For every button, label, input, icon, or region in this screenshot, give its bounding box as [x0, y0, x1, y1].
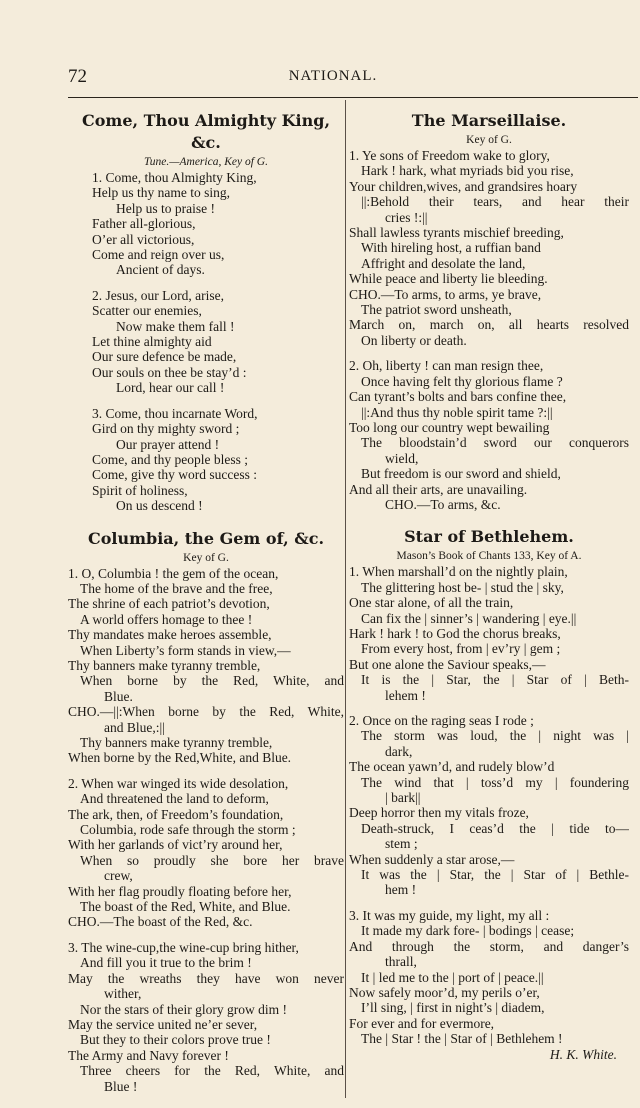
- verse-line: The glittering host be- | stud the | sky,: [361, 579, 564, 595]
- verse-line: Lord, hear our call !: [116, 380, 225, 396]
- stanza-gap: [349, 348, 629, 358]
- verse-line: And all their arts, are unavailing.: [349, 481, 528, 497]
- verse-line: 3. It was my guide, my light, my all :: [349, 907, 550, 923]
- verse-line: Thy banners make tyranny tremble,: [80, 735, 273, 750]
- verse-line: Affright and desolate the land,: [361, 255, 526, 271]
- verse-line: The wind that | toss’d my | foundering: [361, 774, 629, 790]
- verse-line: Thy mandates make heroes assemble,: [68, 627, 272, 643]
- verse-line: Father all-glorious,: [92, 216, 196, 232]
- verse-line: Once having felt thy glorious flame ?: [361, 373, 563, 389]
- verse-line: Columbia, rode safe through the storm ;: [80, 822, 296, 838]
- verse-line: | bark||: [385, 790, 421, 806]
- verse-line: Can fix the | sinner’s | wandering | eye.||: [361, 610, 577, 626]
- verse-line: Let thine almighty aid: [92, 334, 212, 350]
- verse-line: It was the | Star, the | Star of | Bethle-: [361, 867, 629, 883]
- song-title: Come, Thou Almighty King, &c.: [81, 111, 331, 152]
- verse-line: Help us thy name to sing,: [92, 185, 230, 201]
- verse-line: Now make them fall !: [116, 318, 235, 334]
- left-column: [68, 108, 344, 1094]
- verse-line: From every host, from | ev’ry | gem ;: [361, 641, 561, 657]
- verse-line: May the service united ne’er sever,: [68, 1016, 258, 1032]
- stanza-gap: [68, 766, 344, 776]
- page-number: 72: [68, 66, 87, 87]
- verse-line: ||:Behold their tears, and hear their: [361, 194, 629, 210]
- verse-line: The bloodstain’d sword our conquerors: [361, 435, 629, 451]
- song-tune: Key of G.: [466, 134, 512, 146]
- verse-line: When suddenly a star arose,—: [349, 851, 515, 867]
- verse-line: Our souls on thee be stay’d :: [92, 364, 247, 380]
- running-head: NATIONAL.: [288, 68, 378, 84]
- verse-line: Hark ! hark ! to God the chorus breaks,: [349, 625, 561, 641]
- verse-line: 2. Once on the raging seas I rode ;: [349, 713, 534, 728]
- verse-line: When so proudly she bore her brave: [80, 852, 344, 868]
- verse-line: And threatened the land to deform,: [80, 791, 269, 807]
- verse-line: Thy banners make tyranny tremble,: [68, 657, 261, 673]
- verse-line: wither,: [104, 986, 142, 1002]
- song-lines: [349, 148, 629, 512]
- song-tune: Key of G.: [183, 551, 229, 564]
- verse-line: hem !: [385, 882, 417, 898]
- verse-line: Blue !: [104, 1078, 138, 1094]
- verse-line: It made my dark fore- | bodings | cease;: [361, 923, 575, 939]
- verse-line: Blue.: [104, 688, 133, 704]
- verse-line: With hireling host, a ruffian band: [361, 240, 541, 256]
- verse-line: ||:And thus thy noble spirit tame ?:||: [361, 404, 553, 420]
- verse-line: But they to their colors prove true !: [80, 1032, 271, 1048]
- verse-line: CHO.—The boast of the Red, &c.: [68, 914, 253, 930]
- verse-line: On us descend !: [116, 498, 203, 514]
- verse-line: cries !:||: [385, 209, 428, 225]
- verse-line: CHO.—To arms, &c.: [385, 496, 501, 512]
- verse-line: Now safely moor’d, my perils o’er,: [349, 984, 540, 1000]
- verse-line: Our sure defence be made,: [92, 349, 237, 365]
- verse-line: 1. O, Columbia ! the gem of the ocean,: [68, 565, 279, 581]
- verse-line: 3. The wine-cup,the wine-cup bring hither,: [68, 939, 299, 955]
- verse-line: One star alone, of all the train,: [349, 595, 514, 611]
- song-come-thou-almighty-king: [68, 110, 344, 514]
- song-lines: [68, 170, 344, 514]
- verse-line: The ark, then, of Freedom’s foundation,: [68, 806, 284, 822]
- verse-line: wield,: [385, 450, 419, 466]
- verse-line: CHO.—||:When borne by the Red, White,: [68, 704, 344, 720]
- verse-line: On liberty or death.: [361, 332, 467, 348]
- page-header: [68, 66, 598, 94]
- verse-line: But freedom is our sword and shield,: [361, 466, 561, 482]
- verse-line: It | led me to the | port of | peace.||: [361, 969, 544, 985]
- verse-line: And fill you it true to the brim !: [80, 955, 252, 971]
- verse-line: When borne by the Red, White, and: [80, 673, 344, 689]
- verse-line: The patriot sword unsheath,: [361, 302, 512, 318]
- song-marseillaise: [349, 110, 629, 512]
- verse-line: Your children,wives, and grandsires hoary: [349, 178, 578, 194]
- verse-line: When borne by the Red,White, and Blue.: [68, 750, 292, 766]
- verse-line: May the wreaths they have won never: [68, 970, 344, 986]
- verse-line: 2. Jesus, our Lord, arise,: [92, 287, 224, 303]
- attribution: H. K. White.: [549, 1046, 617, 1062]
- verse-line: I’ll sing, | first in night’s | diadem,: [361, 1000, 545, 1016]
- verse-line: 3. Come, thou incarnate Word,: [92, 405, 258, 421]
- verse-line: Death-struck, I ceas’d the | tide to—: [361, 820, 629, 836]
- verse-line: With her garlands of vict’ry around her,: [68, 837, 283, 853]
- verse-line: Shall lawless tyrants mischief breeding,: [349, 225, 564, 241]
- verse-line: 2. When war winged its wide desolation,: [68, 775, 289, 791]
- verse-line: Nor the stars of their glory grow dim !: [80, 1001, 287, 1017]
- right-column: [349, 108, 629, 1062]
- verse-line: 1. Ye sons of Freedom wake to glory,: [349, 148, 550, 163]
- song-lines: [349, 564, 629, 1046]
- verse-line: Too long our country wept bewailing: [349, 419, 550, 435]
- song-columbia: [68, 528, 344, 1094]
- verse-line: stem ;: [385, 836, 418, 852]
- verse-line: Come and reign over us,: [92, 247, 225, 263]
- verse-line: Three cheers for the Red, White, and: [80, 1063, 344, 1079]
- song-star-of-bethlehem: [349, 526, 629, 1062]
- verse-line: thrall,: [385, 954, 417, 970]
- column-divider: [345, 100, 346, 1098]
- verse-line: Come, give thy word success :: [92, 467, 257, 483]
- verse-line: The boast of the Red, White, and Blue.: [80, 899, 291, 915]
- verse-line: 1. When marshall’d on the nightly plain,: [349, 564, 568, 580]
- verse-line: dark,: [385, 743, 413, 759]
- verse-line: CHO.—To arms, to arms, ye brave,: [349, 286, 542, 302]
- verse-line: When Liberty’s form stands in view,—: [80, 642, 291, 658]
- verse-line: With her flag proudly floating before her,: [68, 883, 292, 899]
- song-title: Columbia, the Gem of, &c.: [87, 528, 325, 548]
- verse-line: Can tyrant’s bolts and bars confine thee,: [349, 389, 567, 405]
- verse-line: The shrine of each patriot’s devotion,: [68, 596, 270, 612]
- song-title: The Marseillaise.: [411, 111, 567, 130]
- verse-line: A world offers homage to thee !: [80, 611, 253, 627]
- verse-line: 2. Oh, liberty ! can man resign thee,: [349, 358, 544, 374]
- song-tune: Mason’s Book of Chants 133, Key of A.: [396, 550, 582, 563]
- verse-line: and Blue,:||: [104, 719, 165, 735]
- verse-line: lehem !: [385, 687, 426, 703]
- verse-line: 1. Come, thou Almighty King,: [92, 170, 257, 185]
- verse-line: Ancient of days.: [116, 262, 205, 278]
- verse-line: Scatter our enemies,: [92, 303, 202, 319]
- verse-line: It is the | Star, the | Star of | Beth-: [361, 672, 629, 688]
- verse-line: For ever and for evermore,: [349, 1015, 495, 1031]
- stanza-gap: [68, 278, 344, 288]
- verse-line: Help us to praise !: [116, 200, 215, 216]
- verse-line: Come, and thy people bless ;: [92, 451, 248, 467]
- stanza-gap: [349, 898, 629, 908]
- verse-line: The home of the brave and the free,: [80, 580, 273, 596]
- verse-line: The Army and Navy forever !: [68, 1047, 229, 1063]
- verse-line: Hark ! hark, what myriads bid you rise,: [361, 163, 574, 179]
- verse-line: Deep horror then my vitals froze,: [349, 805, 529, 821]
- verse-line: March on, march on, all hearts resolved: [349, 317, 629, 333]
- verse-line: But one alone the Saviour speaks,—: [349, 656, 546, 672]
- verse-line: crew,: [104, 868, 133, 884]
- verse-line: Gird on thy mighty sword ;: [92, 421, 240, 437]
- stanza-gap: [68, 930, 344, 940]
- verse-line: O’er all victorious,: [92, 231, 195, 247]
- stanza-gap: [68, 396, 344, 406]
- verse-line: And through the storm, and danger’s: [349, 938, 629, 954]
- header-rule: [68, 97, 638, 98]
- song-title: Star of Bethlehem.: [404, 527, 574, 547]
- stanza-gap: [349, 703, 629, 713]
- song-tune: Tune.—America, Key of G.: [144, 156, 268, 168]
- verse-line: Spirit of holiness,: [92, 482, 188, 498]
- verse-line: While peace and liberty lie bleeding.: [349, 271, 548, 287]
- verse-line: The storm was loud, the | night was |: [361, 728, 629, 744]
- verse-line: The ocean yawn’d, and rudely blow’d: [349, 759, 555, 775]
- verse-line: The | Star ! the | Star of | Bethlehem !: [361, 1031, 563, 1047]
- verse-line: Our prayer attend !: [116, 436, 220, 452]
- song-lines: [68, 566, 344, 1094]
